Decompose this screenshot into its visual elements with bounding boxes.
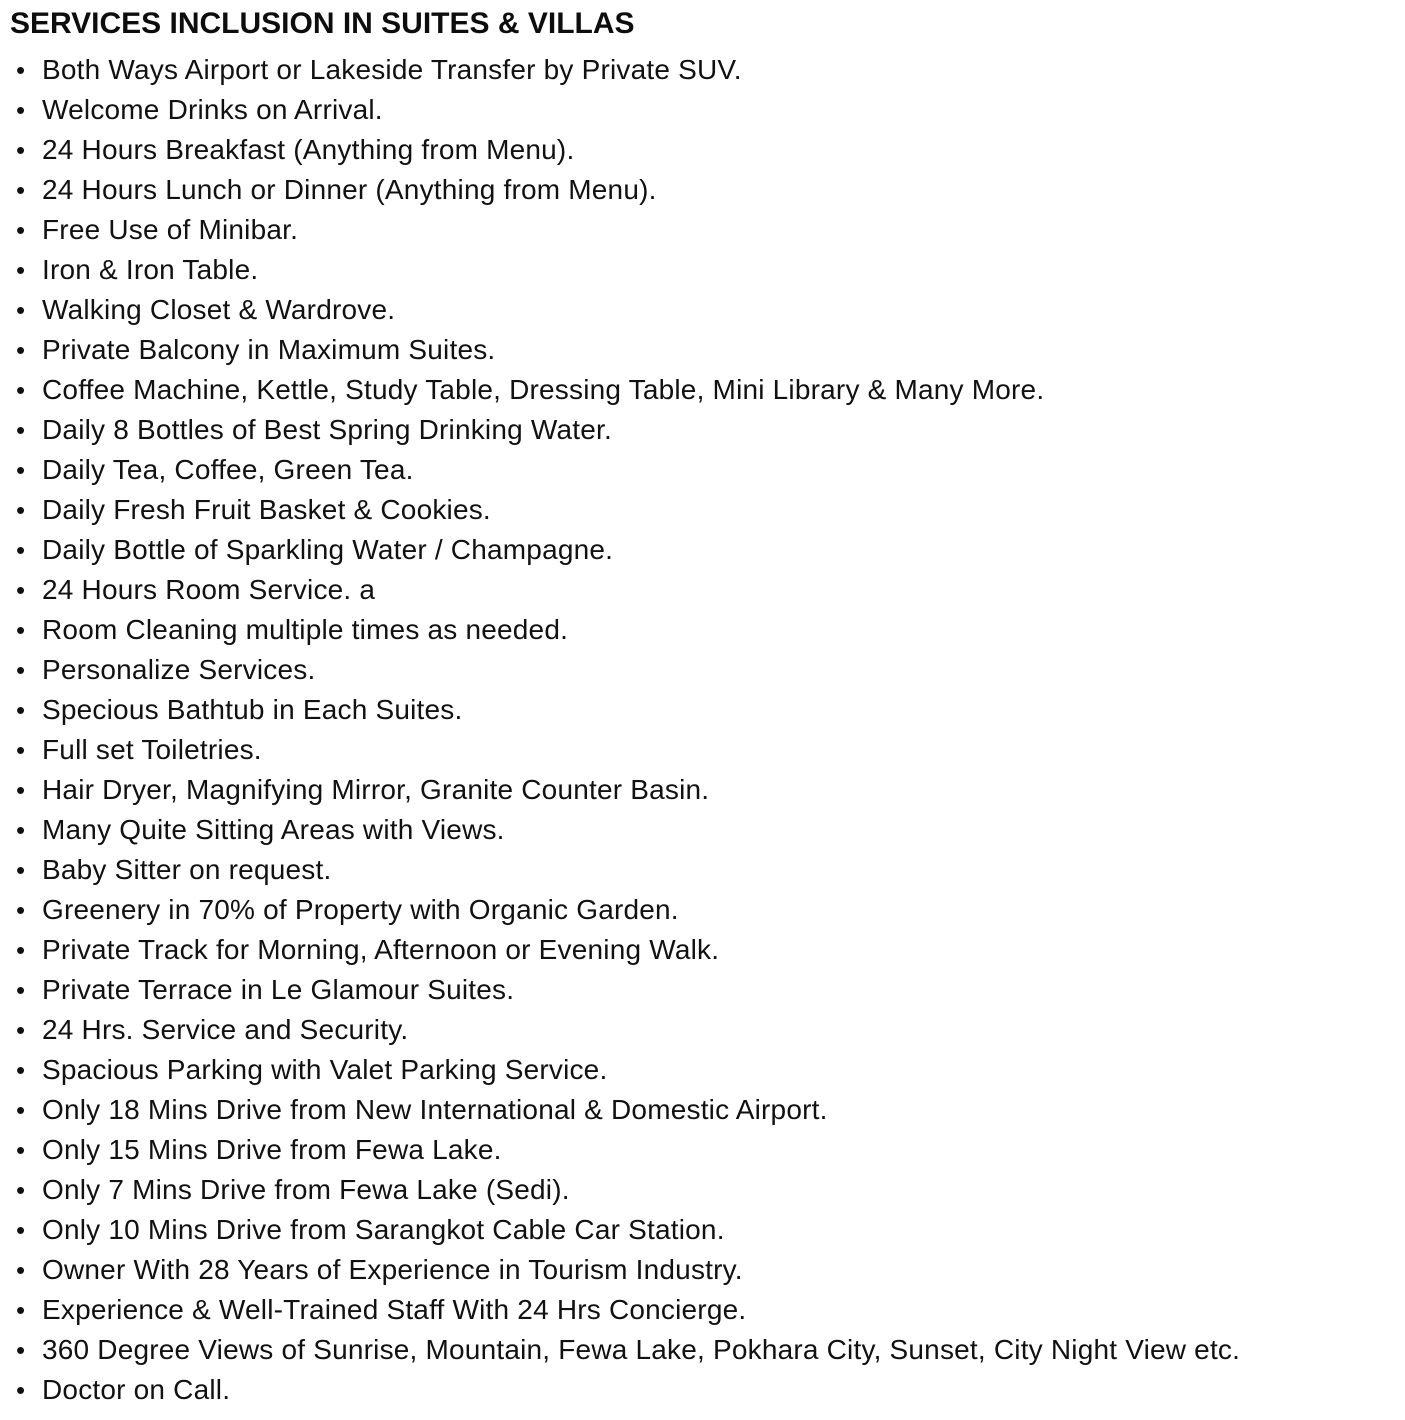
list-item: • Iron & Iron Table. bbox=[10, 250, 1395, 290]
list-item: • Doctor on Call. bbox=[10, 1370, 1395, 1410]
list-item: • Free Use of Minibar. bbox=[10, 210, 1395, 250]
list-item: • 24 Hours Breakfast (Anything from Menu). bbox=[10, 130, 1395, 170]
list-item: • Private Terrace in Le Glamour Suites. bbox=[10, 970, 1395, 1010]
list-item: • 24 Hrs. Service and Security. bbox=[10, 1010, 1395, 1050]
list-item: • Personalize Services. bbox=[10, 650, 1395, 690]
list-item: • Baby Sitter on request. bbox=[10, 850, 1395, 890]
list-item: • Coffee Machine, Kettle, Study Table, Dressing Table, Mini Library & Many More. bbox=[10, 370, 1395, 410]
list-item: • Private Track for Morning, Afternoon or Evening Walk. bbox=[10, 930, 1395, 970]
list-item: • Owner With 28 Years of Experience in Tourism Industry. bbox=[10, 1250, 1395, 1290]
services-list bbox=[10, 50, 1395, 1410]
page-title: SERVICES INCLUSION IN SUITES & VILLAS bbox=[10, 7, 635, 40]
list-item: • Only 10 Mins Drive from Sarangkot Cable Car Station. bbox=[10, 1210, 1395, 1250]
list-item: • Spacious Parking with Valet Parking Service. bbox=[10, 1050, 1395, 1090]
list-item: • Walking Closet & Wardrove. bbox=[10, 290, 1395, 330]
list-item: • Daily 8 Bottles of Best Spring Drinking Water. bbox=[10, 410, 1395, 450]
list-item: • Full set Toiletries. bbox=[10, 730, 1395, 770]
list-item: • Many Quite Sitting Areas with Views. bbox=[10, 810, 1395, 850]
list-item: • 24 Hours Lunch or Dinner (Anything from Menu). bbox=[10, 170, 1395, 210]
list-item: • Daily Fresh Fruit Basket & Cookies. bbox=[10, 490, 1395, 530]
list-item: • Experience & Well-Trained Staff With 24 Hrs Concierge. bbox=[10, 1290, 1395, 1330]
list-item: • 360 Degree Views of Sunrise, Mountain, Fewa Lake, Pokhara City, Sunset, City Night View etc. bbox=[10, 1330, 1395, 1370]
list-item: • Room Cleaning multiple times as needed. bbox=[10, 610, 1395, 650]
list-item: • Daily Tea, Coffee, Green Tea. bbox=[10, 450, 1395, 490]
list-item: • Specious Bathtub in Each Suites. bbox=[10, 690, 1395, 730]
list-item: • Hair Dryer, Magnifying Mirror, Granite Counter Basin. bbox=[10, 770, 1395, 810]
list-item: • 24 Hours Room Service. a bbox=[10, 570, 1395, 610]
list-item: • Only 7 Mins Drive from Fewa Lake (Sedi). bbox=[10, 1170, 1395, 1210]
list-item: • Only 15 Mins Drive from Fewa Lake. bbox=[10, 1130, 1395, 1170]
list-item: • Private Balcony in Maximum Suites. bbox=[10, 330, 1395, 370]
list-item: • Welcome Drinks on Arrival. bbox=[10, 90, 1395, 130]
list-item: • Greenery in 70% of Property with Organic Garden. bbox=[10, 890, 1395, 930]
list-item: • Both Ways Airport or Lakeside Transfer by Private SUV. bbox=[10, 50, 1395, 90]
list-item: • Daily Bottle of Sparkling Water / Champagne. bbox=[10, 530, 1395, 570]
list-item: • Only 18 Mins Drive from New International & Domestic Airport. bbox=[10, 1090, 1395, 1130]
